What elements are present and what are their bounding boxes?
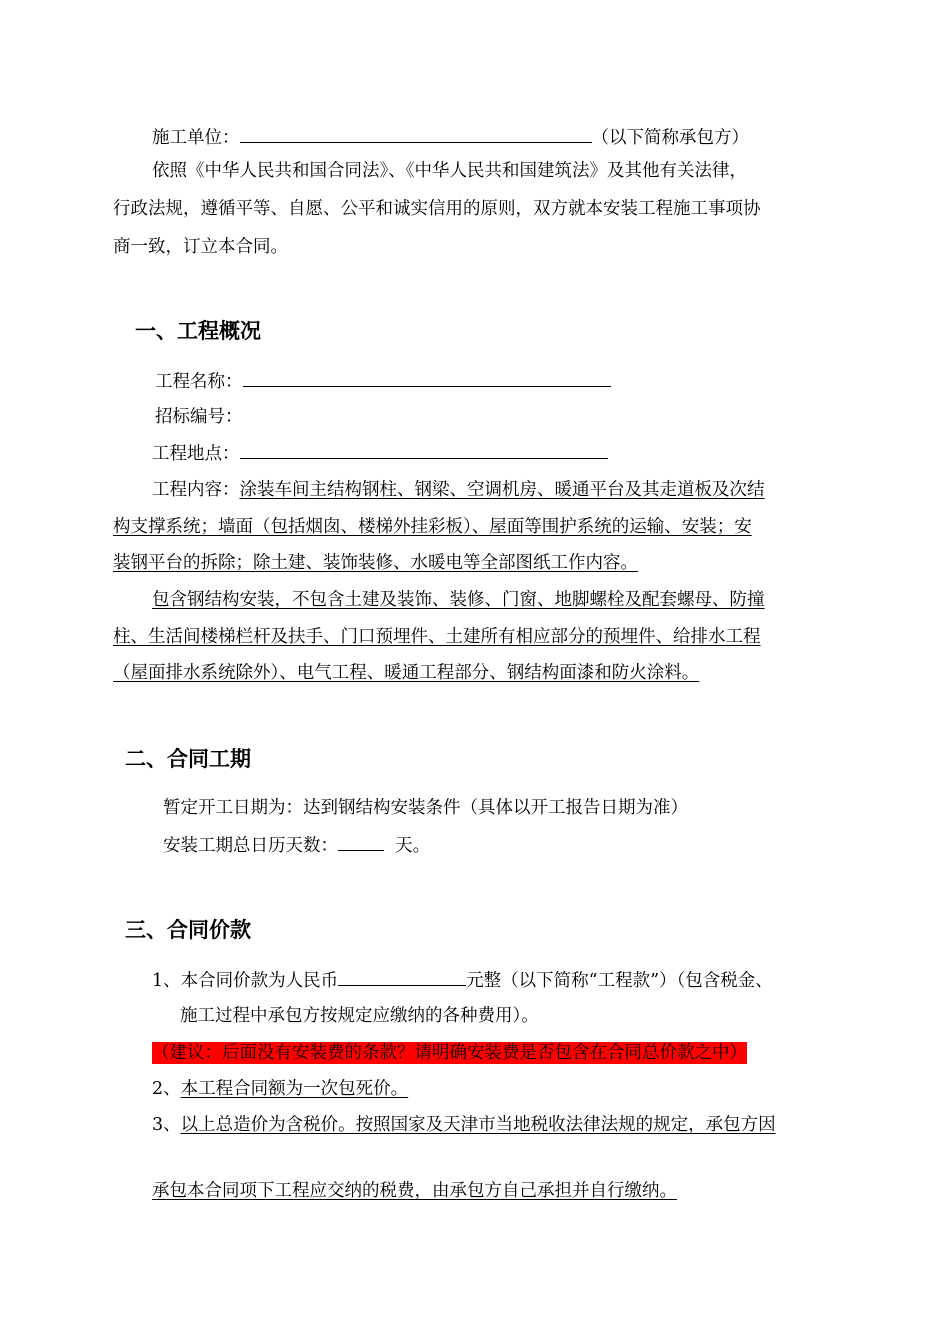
basis-line-2: 行政法规，遵循平等、自愿、公平和诚实信用的原则，双方就本安装工程施工事项协 [113, 199, 761, 219]
project-name-line [155, 370, 611, 393]
content-label: 工程内容： [152, 480, 240, 500]
section3-heading: 三、合同价款 [125, 918, 251, 942]
basis-line-1: 依照《中华人民共和国合同法》、《中华人民共和国建筑法》及其他有关法律， [152, 161, 747, 181]
item2-line [152, 1078, 408, 1100]
section2-heading: 二、合同工期 [125, 747, 251, 771]
contractor-line [152, 126, 749, 149]
scope-line-1: 包含钢结构安装，不包含土建及装饰、装修、门窗、地脚螺栓及配套螺母、防撞 [152, 590, 765, 610]
item3-line-1 [152, 1114, 776, 1136]
project-name-label: 工程名称： [155, 372, 243, 392]
contractor-label: 施工单位： [152, 128, 240, 148]
duration-label: 安装工期总日历天数： [163, 836, 338, 856]
location-line [152, 442, 608, 465]
duration-line [163, 834, 430, 857]
content-line-3: 装钢平台的拆除；除土建、装饰装修、水暖电等全部图纸工作内容。 [113, 553, 638, 573]
item2-number: 2、 [152, 1079, 181, 1099]
duration-unit: 天。 [395, 836, 431, 856]
item3-line-2: 承包本合同项下工程应交纳的税费，由承包方自己承担并自行缴纳。 [152, 1181, 677, 1201]
location-label: 工程地点： [152, 444, 240, 464]
content-line-2: 构支撑系统；墙面（包括烟囱、楼梯外挂彩板）、屋面等围护系统的运输、安装；安 [113, 517, 752, 537]
duration-blank[interactable] [338, 834, 384, 851]
scope-line-2: 柱、生活间楼梯栏杆及扶手、门口预埋件、土建所有相应部分的预埋件、给排水工程 [113, 627, 761, 647]
section1-heading: 一、工程概况 [135, 319, 261, 343]
scope-line-3: （屋面排水系统除外）、电气工程、暖通工程部分、钢结构面漆和防火涂料。 [113, 663, 700, 683]
price-blank[interactable] [338, 969, 466, 986]
item3-number: 3、 [152, 1115, 181, 1135]
project-name-blank[interactable] [243, 370, 611, 387]
basis-line-3: 商一致，订立本合同。 [113, 237, 288, 257]
content-line-1 [152, 479, 765, 501]
contractor-blank[interactable] [240, 126, 592, 143]
item1-suffix: 元整（以下简称“工程款”）（包含税金、 [466, 971, 773, 991]
location-blank[interactable] [240, 442, 608, 459]
suggestion-highlight: （建议：后面没有安装费的条款？请明确安装费是否包含在合同总价款之中） [152, 1043, 747, 1063]
item1-line-2: 施工过程中承包方按规定应缴纳的各种费用）。 [180, 1006, 539, 1026]
content-text-1: 涂装车间主结构钢柱、钢梁、空调机房、暖通平台及其走道板及次结 [239, 480, 765, 500]
bid-no-label: 招标编号： [155, 407, 243, 427]
item2-text: 本工程合同额为一次包死价。 [180, 1079, 409, 1099]
contractor-suffix: （以下简称承包方） [591, 128, 749, 148]
item1-prefix: 1、本合同价款为人民币 [152, 971, 339, 991]
start-date-line: 暂定开工日期为：达到钢结构安装条件（具体以开工报告日期为准） [163, 798, 688, 818]
bid-no-line [155, 406, 243, 428]
item3-text: 以上总造价为含税价。按照国家及天津市当地税收法律法规的规定，承包方因 [180, 1115, 776, 1135]
item1-line-1 [152, 969, 773, 992]
